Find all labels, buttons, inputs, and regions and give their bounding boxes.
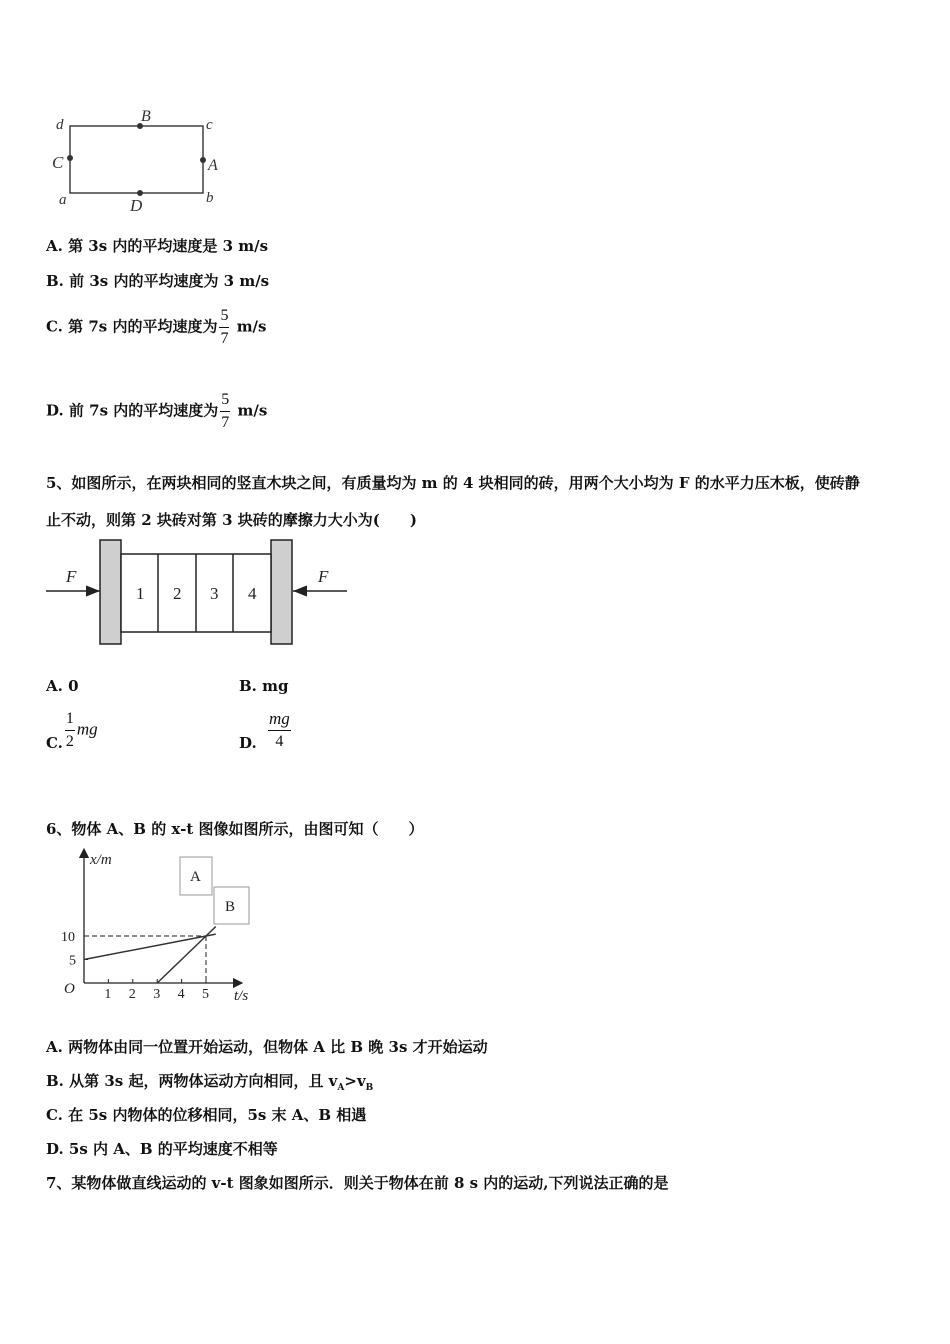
label-B: B bbox=[141, 108, 151, 125]
q5-option-d-prefix: D. bbox=[239, 733, 257, 752]
brick-2: 2 bbox=[173, 584, 182, 603]
y-axis-label: x/m bbox=[90, 852, 112, 868]
x-tick-label: 3 bbox=[153, 987, 161, 1002]
origin-label: O bbox=[64, 981, 75, 997]
fraction-denominator: 2 bbox=[65, 733, 74, 750]
q5-option-c-suffix: mg bbox=[76, 719, 98, 739]
q4-option-d-unit: m/s bbox=[237, 401, 268, 420]
brick-1: 1 bbox=[136, 584, 145, 603]
brick-4: 4 bbox=[248, 584, 257, 603]
x-tick-label: 5 bbox=[202, 987, 209, 1002]
label-a: a bbox=[59, 192, 67, 208]
q5-option-b: B. mg bbox=[239, 677, 289, 695]
q4-option-c bbox=[46, 305, 266, 350]
fraction-numerator: 1 bbox=[65, 708, 75, 731]
subscript-b: B bbox=[365, 1083, 374, 1093]
series-a-label: A bbox=[190, 869, 201, 885]
left-wood-board bbox=[100, 540, 121, 644]
label-A: A bbox=[208, 157, 218, 174]
fraction-denominator: 4 bbox=[275, 733, 284, 750]
subscript-a: A bbox=[337, 1083, 345, 1093]
x-tick-label: 4 bbox=[177, 987, 185, 1002]
series-b-label: B bbox=[225, 899, 236, 915]
xt-chart bbox=[46, 845, 266, 1005]
rectangle-path-figure bbox=[46, 104, 236, 216]
fraction-numerator: mg bbox=[268, 708, 291, 731]
fraction-numerator: 5 bbox=[220, 389, 230, 412]
q4-option-d-prefix: D. 前 7s 内的平均速度为 bbox=[46, 401, 219, 420]
y-tick-label: 5 bbox=[69, 953, 76, 969]
label-c: c bbox=[206, 117, 213, 133]
q5-option-a: A. 0 bbox=[46, 677, 79, 695]
q6-option-d: D. 5s 内 A、B 的平均速度不相等 bbox=[46, 1140, 278, 1158]
fraction bbox=[268, 708, 291, 753]
q7-stem: 7、某物体做直线运动的 v-t 图象如图所示．则关于物体在前 8 s 内的运动,下列说法正确的是 bbox=[46, 1174, 669, 1192]
fraction bbox=[65, 708, 75, 753]
y-tick-label: 10 bbox=[61, 930, 75, 945]
point-A bbox=[200, 157, 206, 163]
x-tick-label: 2 bbox=[128, 987, 136, 1002]
q4-option-a: A. 第 3s 内的平均速度是 3 m/s bbox=[46, 237, 269, 255]
q6-option-b bbox=[46, 1070, 373, 1093]
q5-stem-line1: 5、如图所示，在两块相同的竖直木块之间，有质量均为 m 的 4 块相同的砖，用两个大小均为 F 的水平力压木板，使砖静 bbox=[46, 474, 860, 492]
q5-option-d bbox=[239, 708, 293, 753]
left-force-label: F bbox=[66, 567, 77, 586]
fraction bbox=[220, 389, 230, 434]
q5-stem-line2: 止不动，则第 2 块砖对第 3 块砖的摩擦力大小为( ) bbox=[46, 511, 417, 529]
q4-option-b: B. 前 3s 内的平均速度为 3 m/s bbox=[46, 272, 270, 290]
q6-option-a: A. 两物体由同一位置开始运动，但物体 A 比 B 晚 3s 才开始运动 bbox=[46, 1038, 488, 1056]
q6-option-c: C. 在 5s 内物体的位移相同，5s 末 A、B 相遇 bbox=[46, 1106, 367, 1124]
q6-option-b-mid: >v bbox=[344, 1072, 366, 1090]
label-d: d bbox=[56, 117, 64, 133]
right-wood-board bbox=[271, 540, 292, 644]
fraction bbox=[219, 305, 229, 350]
q5-option-c bbox=[46, 708, 98, 753]
fraction-denominator: 7 bbox=[221, 414, 230, 431]
right-force-label: F bbox=[318, 567, 329, 586]
q4-option-c-unit: m/s bbox=[236, 317, 267, 336]
label-D: D bbox=[130, 196, 143, 215]
q6-stem: 6、物体 A、B 的 x-t 图像如图所示，由图可知（ ） bbox=[46, 820, 424, 838]
q4-option-c-prefix: C. 第 7s 内的平均速度为 bbox=[46, 317, 218, 336]
q5-option-c-prefix: C. bbox=[46, 733, 63, 752]
fraction-denominator: 7 bbox=[220, 330, 229, 347]
q4-option-d bbox=[46, 389, 267, 434]
label-C: C bbox=[52, 153, 64, 172]
bricks-figure bbox=[44, 538, 354, 648]
x-axis-label: t/s bbox=[234, 988, 249, 1004]
fraction-numerator: 5 bbox=[219, 305, 229, 328]
rectangle-path bbox=[70, 126, 203, 193]
label-b: b bbox=[206, 190, 214, 206]
series-line-b bbox=[84, 934, 216, 959]
brick-3: 3 bbox=[210, 584, 219, 603]
x-tick-label: 1 bbox=[104, 987, 112, 1002]
point-C bbox=[67, 155, 73, 161]
q6-option-b-prefix: B. 从第 3s 起，两物体运动方向相同，且 v bbox=[46, 1072, 338, 1090]
